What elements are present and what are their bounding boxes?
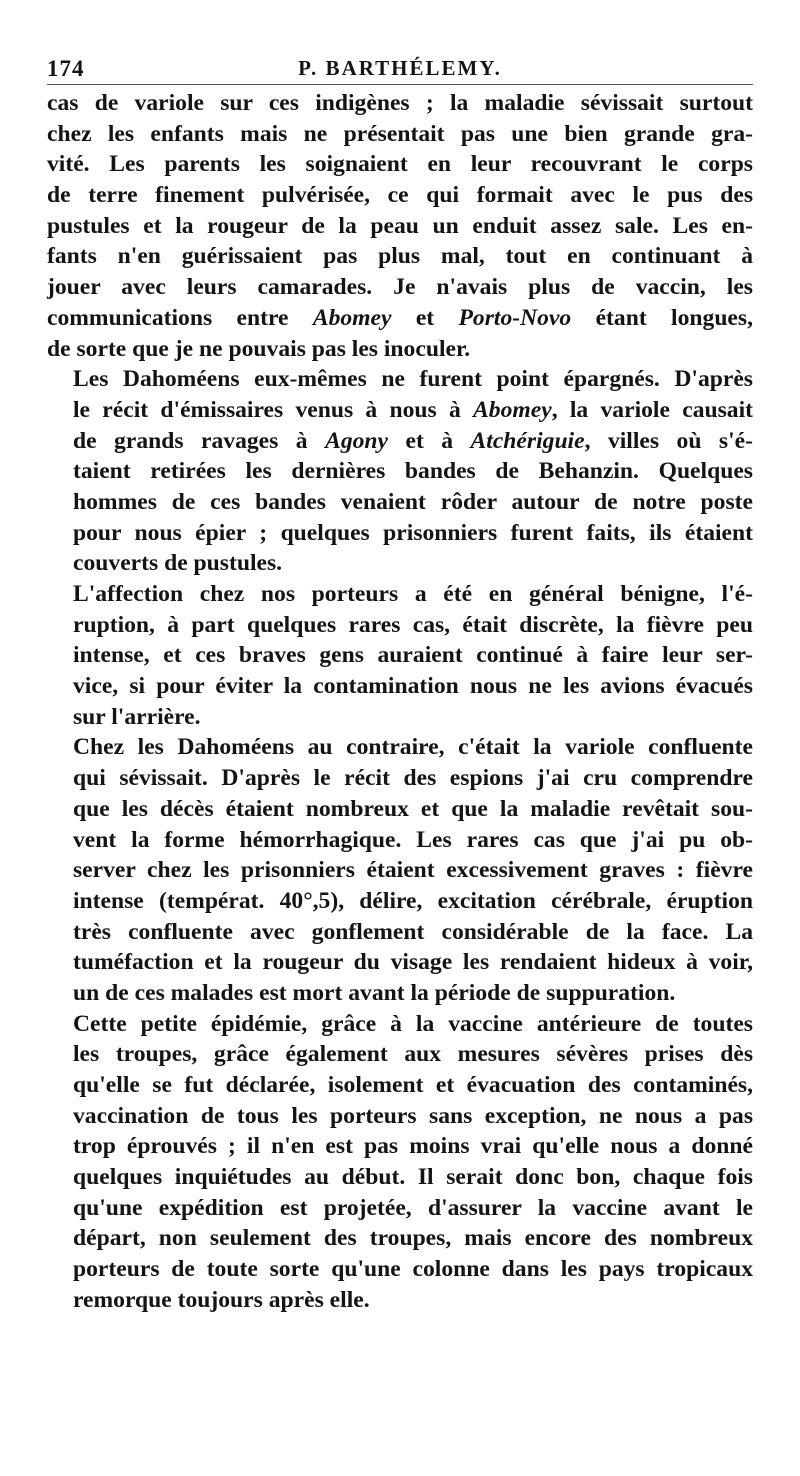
text-line: départ, non seulement des troupes, mais encore des nombreux <box>73 1225 753 1252</box>
text-line: sur l'arrière. <box>73 703 201 730</box>
text-line: vent la forme hémorrhagique. Les rares cas que j'ai pu ob- <box>73 826 753 853</box>
text-line: quelques inquiétudes au début. Il serait donc bon, chaque fois <box>73 1164 753 1191</box>
text-line: vaccination de tous les porteurs sans exception, ne nous a pas <box>73 1102 753 1129</box>
text-line: les troupes, grâce également aux mesures sévères prises dès <box>73 1041 753 1068</box>
text-line: intense (températ. 40°,5), délire, excitation cérébrale, éruption <box>73 887 753 914</box>
text-line: cas de variole sur ces indigènes ; la maladie sévissait surtout <box>47 90 753 116</box>
text-line: le récit d'émissaires venus à nous à Abomey, la variole causait <box>73 396 753 423</box>
text-line: Chez les Dahoméens au contraire, c'était la variole confluente <box>73 734 753 761</box>
text-line: de grands ravages à Agony et à Atchériguie, villes où s'é- <box>73 427 753 454</box>
text-line: trop éprouvés ; il n'en est pas moins vrai qu'elle nous a donné <box>73 1133 753 1160</box>
body-text <box>47 88 753 1316</box>
text-line: qu'elle se fut déclarée, isolement et évacuation des contaminés, <box>73 1072 753 1098</box>
text-line: fants n'en guérissaient pas plus mal, tout en continuant à <box>47 243 753 270</box>
text-line: couverts de pustules. <box>73 550 283 577</box>
text-line: jouer avec leurs camarades. Je n'avais plus de vaccin, les <box>47 274 753 301</box>
running-head: P. BARTHÉLEMY. <box>298 56 502 80</box>
page-number: 174 <box>47 56 85 81</box>
paragraph <box>47 1009 753 1316</box>
text-line: vice, si pour éviter la contamination nous ne les avions évacués <box>73 673 753 700</box>
text-line: L'affection chez nos porteurs a été en général bénigne, l'é- <box>73 581 753 607</box>
text-line: hommes de ces bandes venaient rôder autour de notre poste <box>73 488 753 515</box>
text-line: Cette petite épidémie, grâce à la vaccine antérieure de toutes <box>73 1010 753 1037</box>
paragraph <box>47 579 753 732</box>
text-line: chez les enfants mais ne présentait pas une bien grande gra- <box>47 120 753 147</box>
text-line: server chez les prisonniers étaient excessivement graves : fièvre <box>73 857 753 884</box>
text-line: vité. Les parents les soignaient en leur recouvrant le corps <box>47 151 753 178</box>
text-line: de sorte que je ne pouvais pas les inoculer. <box>47 335 471 362</box>
paragraph <box>47 88 753 364</box>
text-line: ruption, à part quelques rares cas, était discrète, la fièvre peu <box>73 611 753 638</box>
text-line: de terre finement pulvérisée, ce qui formait avec le pus des <box>47 182 753 209</box>
text-line: pour nous épier ; quelques prisonniers furent faits, ils étaient <box>73 519 753 546</box>
text-line: porteurs de toute sorte qu'une colonne dans les pays tropicaux <box>73 1256 753 1283</box>
text-line: très confluente avec gonflement considérable de la face. La <box>73 918 753 945</box>
text-line: tuméfaction et la rougeur du visage les rendaient hideux à voir, <box>73 949 753 976</box>
text-line: que les décès étaient nombreux et que la maladie revêtait sou- <box>73 795 753 822</box>
text-line: taient retirées les dernières bandes de Behanzin. Quelques <box>73 458 753 485</box>
text-line: communications entre Abomey et Porto-Novo étant longues, <box>47 304 753 331</box>
text-line: pustules et la rougeur de la peau un enduit assez sale. Les en- <box>47 212 753 239</box>
page-header <box>47 56 753 85</box>
text-line: qui sévissait. D'après le récit des espions j'ai cru comprendre <box>73 765 753 792</box>
paragraph <box>47 364 753 579</box>
text-line: un de ces malades est mort avant la période de suppuration. <box>73 979 676 1006</box>
paragraph <box>47 732 753 1008</box>
text-line: qu'une expédition est projetée, d'assurer la vaccine avant le <box>73 1194 753 1221</box>
text-line: intense, et ces braves gens auraient continué à faire leur ser- <box>73 642 753 669</box>
text-line: Les Dahoméens eux-mêmes ne furent point épargnés. D'après <box>73 366 753 393</box>
text-line: remorque toujours après elle. <box>73 1286 370 1313</box>
